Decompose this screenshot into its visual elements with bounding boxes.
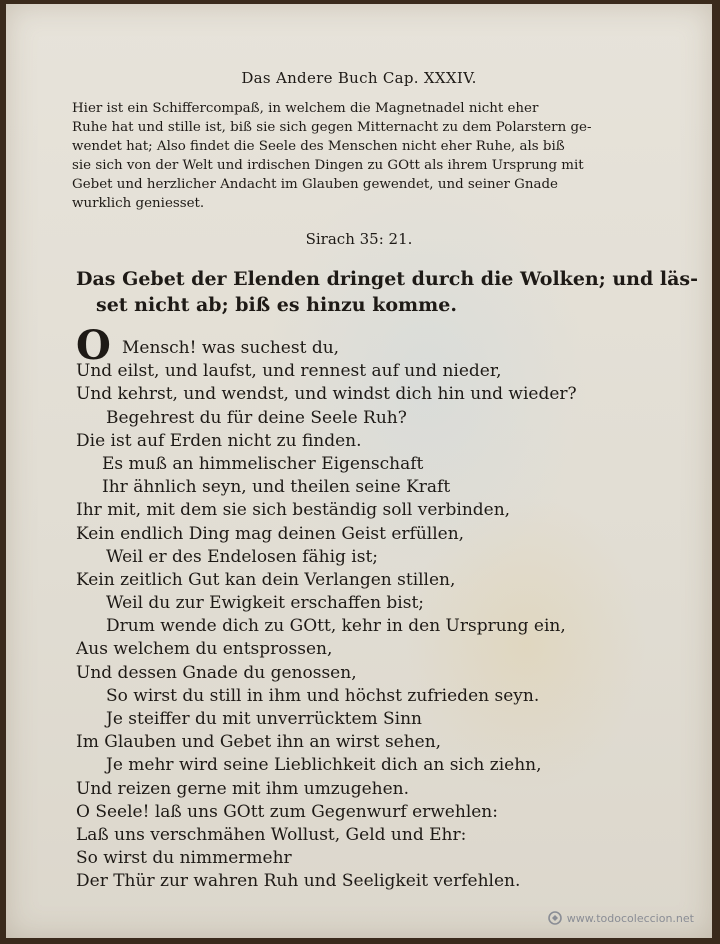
poem-line: Kein zeitlich Gut kan dein Verlangen stillen, <box>76 569 456 590</box>
intro-line: wendet hat; Also findet die Seele des Menschen nicht eher Ruhe, als biß <box>72 139 565 154</box>
quote-line: Das Gebet der Elenden dringet durch die Wolken; und läs- <box>76 268 698 290</box>
poem-line: Und reizen gerne mit ihm umzugehen. <box>76 778 410 799</box>
page-header: Das Andere Buch Cap. XXXIV. <box>241 69 477 87</box>
poem-line: Es muß an himmelischer Eigenschaft <box>102 453 424 474</box>
poem-line: Je mehr wird seine Lieblichkeit dich an sich ziehn, <box>106 755 542 776</box>
watermark-logo-icon <box>547 910 563 926</box>
poem-line: Im Glauben und Gebet ihn an wirst sehen, <box>76 732 442 753</box>
intro-paragraph <box>72 99 672 213</box>
poem-line: Mensch! was suchest du, <box>122 338 340 358</box>
poem-line: Kein endlich Ding mag deinen Geist erfüllen, <box>76 523 465 544</box>
poem-line: Ihr mit, mit dem sie sich beständig soll verbinden, <box>76 500 511 521</box>
poem-line: Die ist auf Erden nicht zu finden. <box>76 430 362 451</box>
poem-line: Weil du zur Ewigkeit erschaffen bist; <box>106 593 425 614</box>
poem-line: So wirst du nimmermehr <box>76 848 292 869</box>
intro-line: Hier ist ein Schiffercompaß, in welchem die Magnetnadel nicht eher <box>72 101 539 116</box>
poem-line: So wirst du still in ihm und höchst zufrieden seyn. <box>106 685 540 706</box>
poem-line: Laß uns verschmähen Wollust, Geld und Ehr: <box>76 824 467 845</box>
poem-line: Der Thür zur wahren Ruh und Seeligkeit verfehlen. <box>76 871 521 892</box>
poem-line: Je steiffer du mit unverrücktem Sinn <box>106 709 423 729</box>
scripture-reference: Sirach 35: 21. <box>305 230 413 248</box>
watermark <box>547 910 694 926</box>
poem-line: O Seele! laß uns GOtt zum Gegenwurf erwehlen: <box>76 801 498 822</box>
drop-cap: O <box>76 322 111 369</box>
book-page <box>6 4 712 938</box>
poem <box>76 337 696 894</box>
poem-line: Drum wende dich zu GOtt, kehr in den Ursprung ein, <box>106 616 566 637</box>
poem-line: Begehrest du für deine Seele Ruh? <box>106 407 407 428</box>
poem-line: Ihr ähnlich seyn, und theilen seine Kraft <box>102 477 451 498</box>
intro-line: sie sich von der Welt und irdischen Dingen zu GOtt als ihrem Ursprung mit <box>72 158 584 173</box>
intro-line: wurklich geniesset. <box>72 196 205 211</box>
intro-line: Ruhe hat und stille ist, biß sie sich gegen Mitternacht zu dem Polarstern ge- <box>72 120 592 135</box>
scripture-quote <box>76 266 698 318</box>
intro-line: Gebet und herzlicher Andacht im Glauben gewendet, und seiner Gnade <box>72 177 558 192</box>
poem-line: Aus welchem du entsprossen, <box>76 639 333 660</box>
poem-line: Und dessen Gnade du genossen, <box>76 662 357 683</box>
quote-line: set nicht ab; biß es hinzu komme. <box>96 294 457 316</box>
watermark-text: www.todocoleccion.net <box>566 911 694 925</box>
poem-line: Weil er des Endelosen fähig ist; <box>106 546 379 567</box>
poem-line: Und kehrst, und wendst, und windst dich hin und wieder? <box>76 384 577 405</box>
poem-line: Und eilst, und laufst, und rennest auf und nieder, <box>76 361 502 382</box>
